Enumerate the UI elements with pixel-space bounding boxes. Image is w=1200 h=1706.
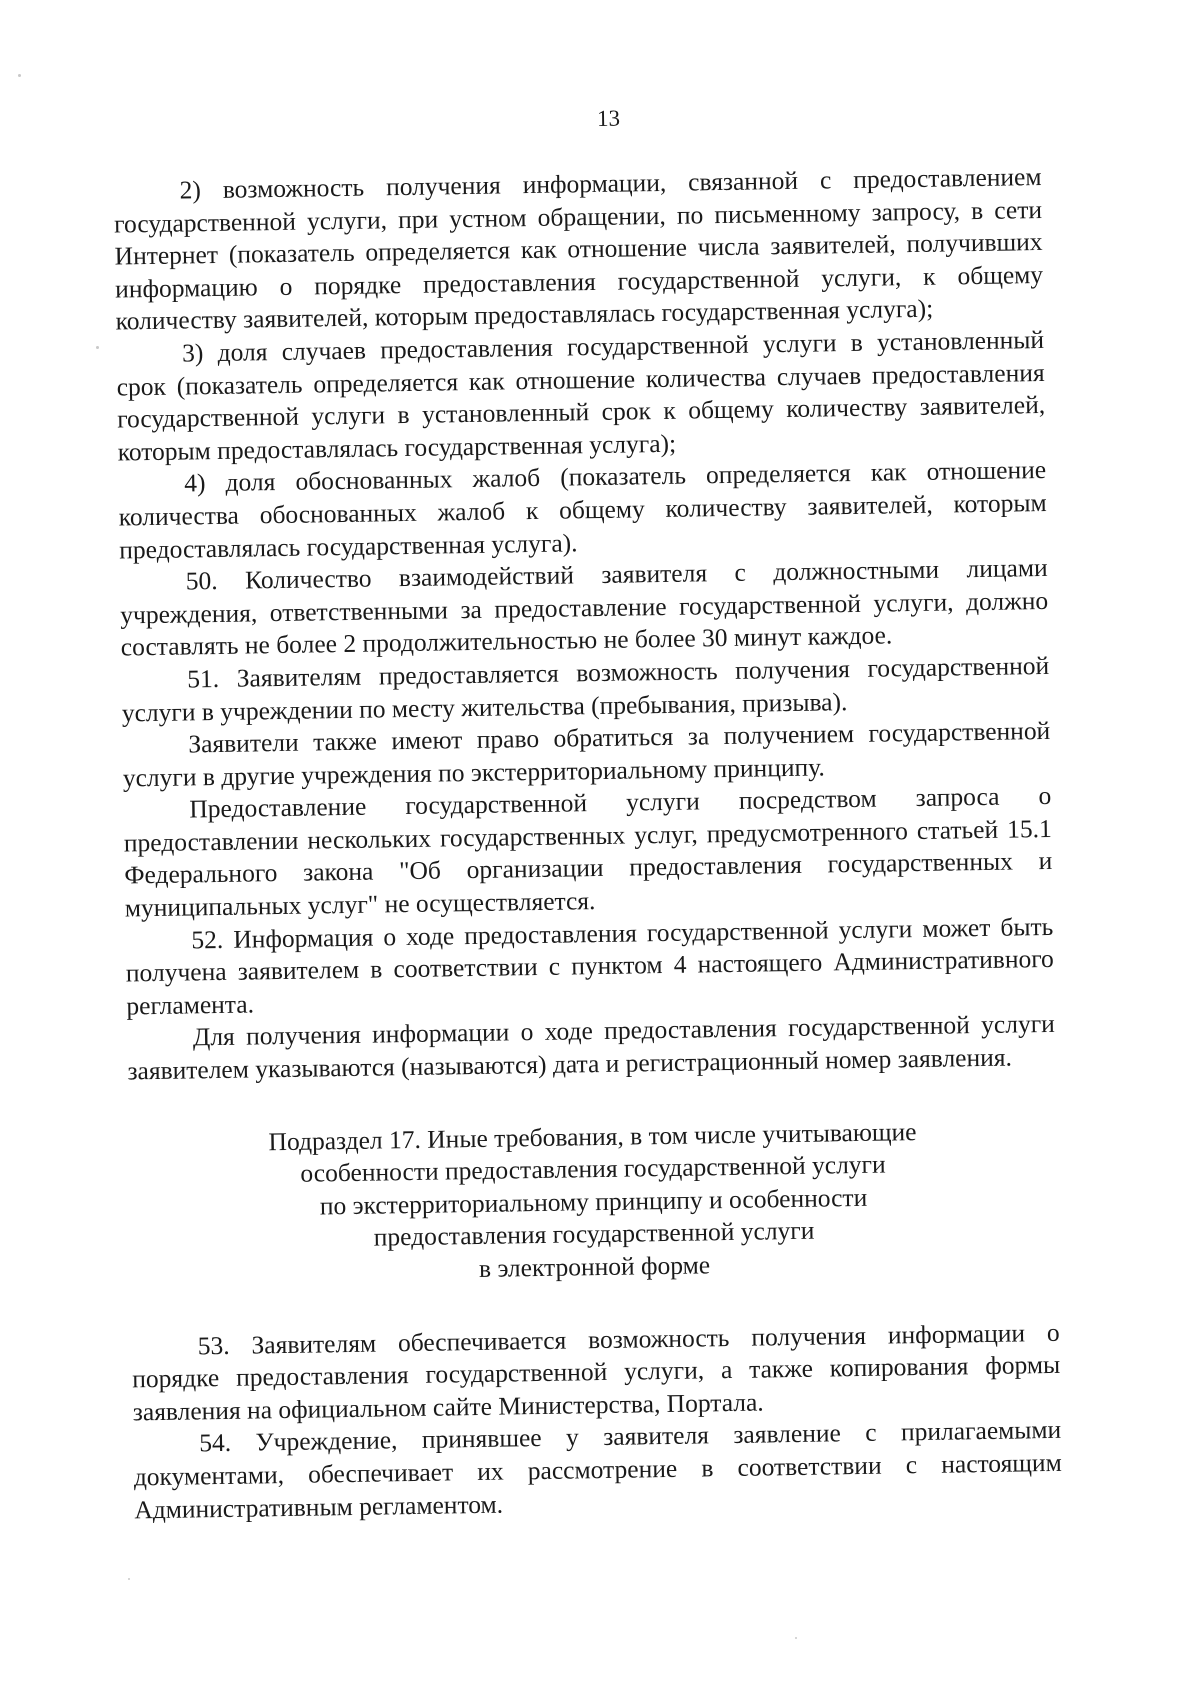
paragraph-51-extraterritorial: Заявители также имеют право обратиться за получением государственной услуги в другие учреждения по экстерриториальному принципу. (122, 716, 1051, 793)
paragraph-item-2: 2) возможность получения информации, связанной с предоставлением государственной услуги, при устном обращении, по письменному запросу, в сети Интернет (показатель определяется как отношение числа заявителей, получивших информацию о порядке предоставления государственной услуги, к общему количеству заявителей, которым предоставлялась государственная услуга); (113, 161, 1044, 336)
paragraph-52-registration: Для получения информации о ходе предоставления государственной услуги заявителем указываются (называются) дата и регистрационный номер заявления. (127, 1009, 1056, 1086)
heading-line: по экстерриториальному принципу и особенности (319, 1182, 868, 1221)
scan-speck (128, 1578, 130, 1580)
paragraph-53: 53. Заявителям обеспечивается возможность получения информации о порядке предоставления государственной услуги, а также копирования формы заявления на официальном сайте Министерства, Портала. (132, 1317, 1061, 1427)
scan-speck (18, 74, 21, 77)
scan-speck (795, 1637, 797, 1639)
paragraph-item-4: 4) доля обоснованных жалоб (показатель определяется как отношение количества обоснованных жалоб к общему количеству заявителей, которым предоставлялась государственная услуга). (118, 455, 1047, 565)
paragraph-54: 54. Учреждение, принявшее у заявителя заявление с прилагаемыми документами, обеспечивает их рассмотрение в соответствии с настоящим Административным регламентом. (133, 1415, 1062, 1524)
heading-line: особенности предоставления государственной услуги (300, 1149, 886, 1188)
scan-speck (96, 346, 99, 349)
subsection-17-heading (128, 1113, 1058, 1291)
heading-line: Подраздел 17. Иные требования, в том числе учитывающие (268, 1116, 917, 1156)
paragraph-51-multiple-services: Предоставление государственной услуги посредством запроса о предоставлении нескольких государственных услуг, предусмотренного статьей 15.1 Федерального закона "Об организации предоставления государственных и муниципальных услуг" не осуществляется. (123, 781, 1053, 923)
page-number: 13 (596, 105, 621, 131)
paragraph-item-3: 3) доля случаев предоставления государственной услуги в установленный срок (показатель определяется как отношение количества случаев предоставления государственной услуги в установленный срок к общему количеству заявителей, которым предоставлялась государственная услуга); (116, 324, 1046, 467)
paragraph-50: 50. Количество взаимодействий заявителя с должностными лицами учреждения, ответственными за предоставление государственной услуги, должно составлять не более 2 продолжительностью не более 30 минут каждое. (120, 553, 1049, 662)
heading-line: предоставления государственной услуги (373, 1216, 815, 1253)
heading-line: в электронной форме (478, 1250, 711, 1283)
paragraph-51: 51. Заявителям предоставляется возможность получения государственной услуги в учреждении по месту жительства (пребывания, призыва). (121, 650, 1050, 727)
document-body (113, 161, 1062, 1527)
paragraph-52: 52. Информация о ходе предоставления государственной услуги может быть получена заявителем в соответствии с пунктом 4 настоящего Административного регламента. (125, 911, 1055, 1021)
